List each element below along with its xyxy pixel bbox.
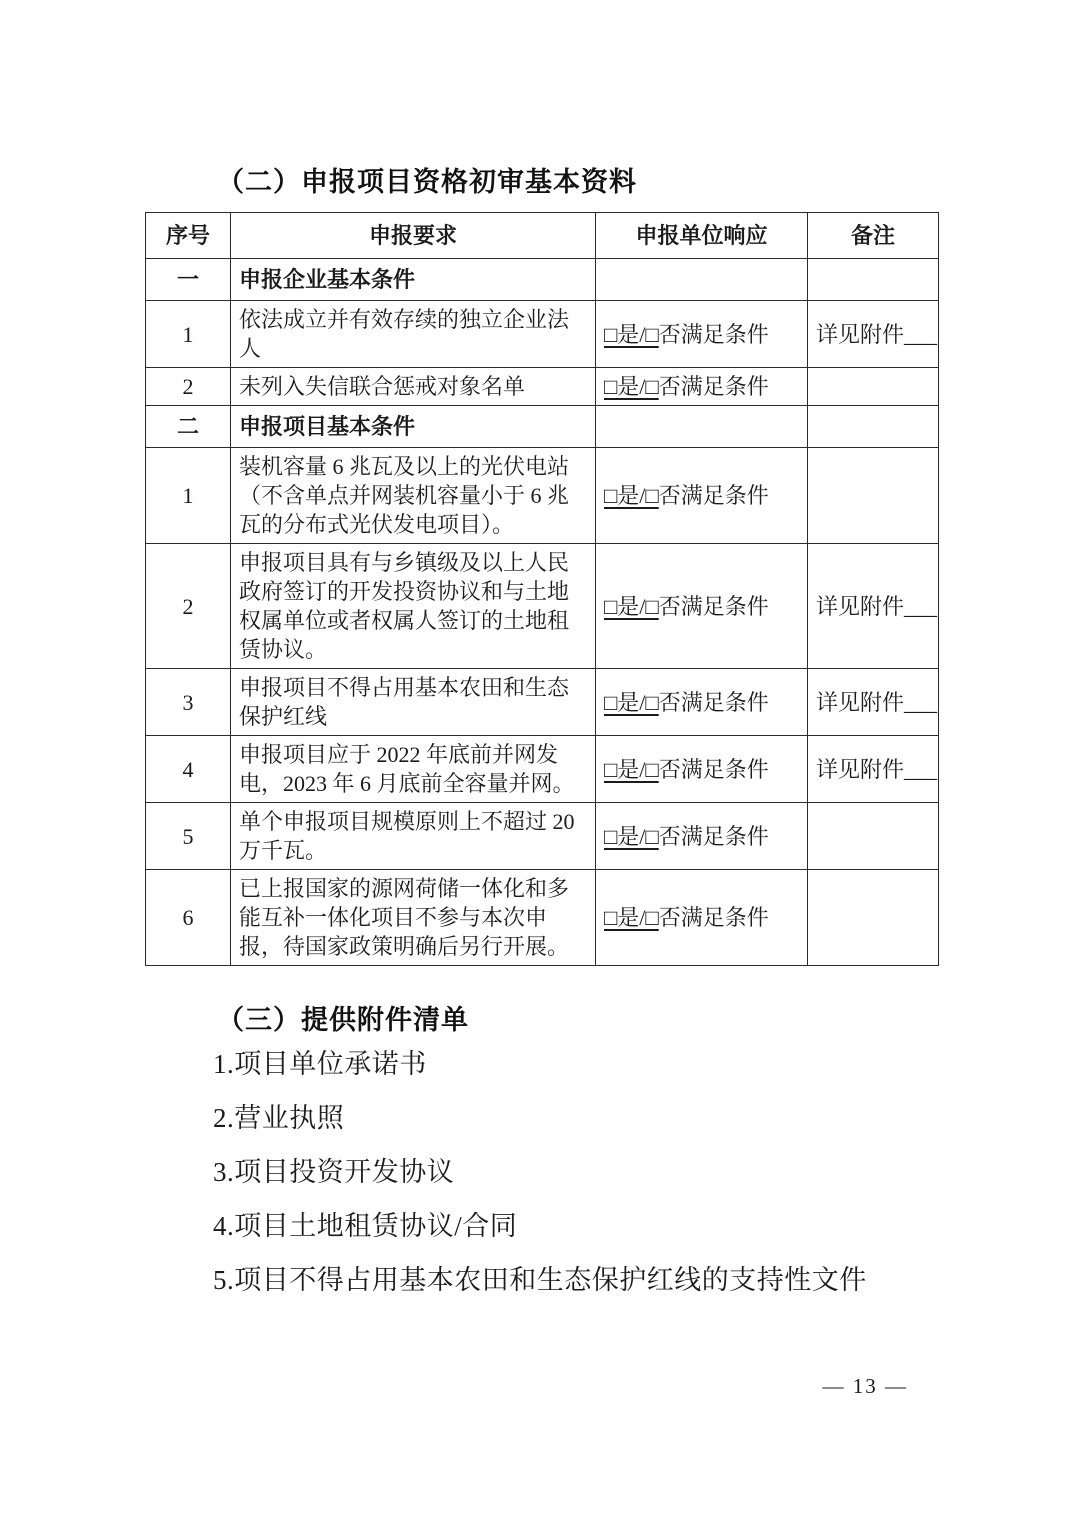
row-remark [808,259,939,301]
row-seq: 1 [146,301,231,368]
response-checkboxes: □是/□ [604,483,659,508]
attachments-section [145,998,940,1294]
table-row [146,870,939,966]
section3-title: （三）提供附件清单 [217,1005,469,1035]
response-checkboxes: □是/□ [604,593,659,619]
row-seq: 4 [146,736,231,803]
qualification-review-table [145,212,939,966]
row-seq: 5 [146,803,231,870]
page-number: — 13 — [822,1374,908,1398]
row-requirement: 申报项目具有与乡镇级及以上人民政府签订的开发投资协议和与土地权属单位或者权属人签订的土地租赁协议。 [231,544,596,669]
table-row [146,736,939,803]
response-text: 否满足条件 [658,756,769,782]
row-seq: 一 [146,259,231,301]
row-seq: 3 [146,669,231,736]
response-checkboxes: □是/□ [604,756,659,782]
row-remark [808,406,939,448]
row-requirement: 已上报国家的源网荷储一体化和多能互补一体化项目不参与本次申报，待国家政策明确后另行开展。 [231,870,596,966]
header-response: 申报单位响应 [596,213,808,259]
row-remark [808,870,939,966]
table-row [146,301,939,368]
row-response [596,736,808,803]
table-row [146,259,939,301]
row-remark [808,803,939,870]
row-remark: 详见附件___ [808,301,939,368]
row-requirement: 申报项目基本条件 [231,406,596,448]
response-text: 否满足条件 [658,905,769,930]
section2-title: （二）申报项目资格初审基本资料 [217,167,637,197]
header-seq: 序号 [146,213,231,259]
row-requirement: 申报企业基本条件 [231,259,596,301]
page-content [145,160,940,1320]
table-row [146,368,939,406]
row-requirement: 装机容量 6 兆瓦及以上的光伏电站（不含单点并网装机容量小于 6 兆瓦的分布式光伏发电项目）。 [231,448,596,544]
table-header-row [146,213,939,259]
response-text: 否满足条件 [658,374,769,399]
table-row [146,544,939,669]
attachment-item: 4.项目土地租赁协议/合同 [213,1211,518,1241]
attachment-item: 3.项目投资开发协议 [213,1157,455,1187]
response-text: 否满足条件 [658,593,769,619]
row-response [596,301,808,368]
table-row [146,406,939,448]
row-requirement: 申报项目应于 2022 年底前并网发电，2023 年 6 月底前全容量并网。 [231,736,596,803]
header-requirement: 申报要求 [231,213,596,259]
row-seq: 6 [146,870,231,966]
row-response [596,259,808,301]
row-response [596,870,808,966]
row-seq: 二 [146,406,231,448]
row-response [596,406,808,448]
response-checkboxes: □是/□ [604,823,659,849]
row-seq: 2 [146,544,231,669]
response-text: 否满足条件 [658,823,769,849]
row-remark: 详见附件___ [808,544,939,669]
response-checkboxes: □是/□ [604,689,659,715]
response-text: 否满足条件 [658,321,769,347]
row-requirement: 单个申报项目规模原则上不超过 20 万千瓦。 [231,803,596,870]
attachment-item: 1.项目单位承诺书 [213,1049,427,1079]
response-checkboxes: □是/□ [604,321,659,347]
row-response [596,669,808,736]
row-response [596,448,808,544]
response-checkboxes: □是/□ [604,905,659,930]
row-requirement: 依法成立并有效存续的独立企业法人 [231,301,596,368]
table-row [146,669,939,736]
row-remark [808,368,939,406]
row-seq: 2 [146,368,231,406]
response-text: 否满足条件 [658,689,769,715]
response-text: 否满足条件 [658,483,769,508]
attachment-item: 2.营业执照 [213,1103,345,1133]
row-seq: 1 [146,448,231,544]
attachment-item: 5.项目不得占用基本农田和生态保护红线的支持性文件 [213,1265,867,1295]
row-requirement: 未列入失信联合惩戒对象名单 [231,368,596,406]
response-checkboxes: □是/□ [604,374,659,399]
row-remark: 详见附件___ [808,736,939,803]
table-row [146,448,939,544]
row-remark: 详见附件___ [808,669,939,736]
header-remark: 备注 [808,213,939,259]
table-row [146,803,939,870]
row-remark [808,448,939,544]
row-response [596,368,808,406]
row-requirement: 申报项目不得占用基本农田和生态保护红线 [231,669,596,736]
row-response [596,544,808,669]
row-response [596,803,808,870]
